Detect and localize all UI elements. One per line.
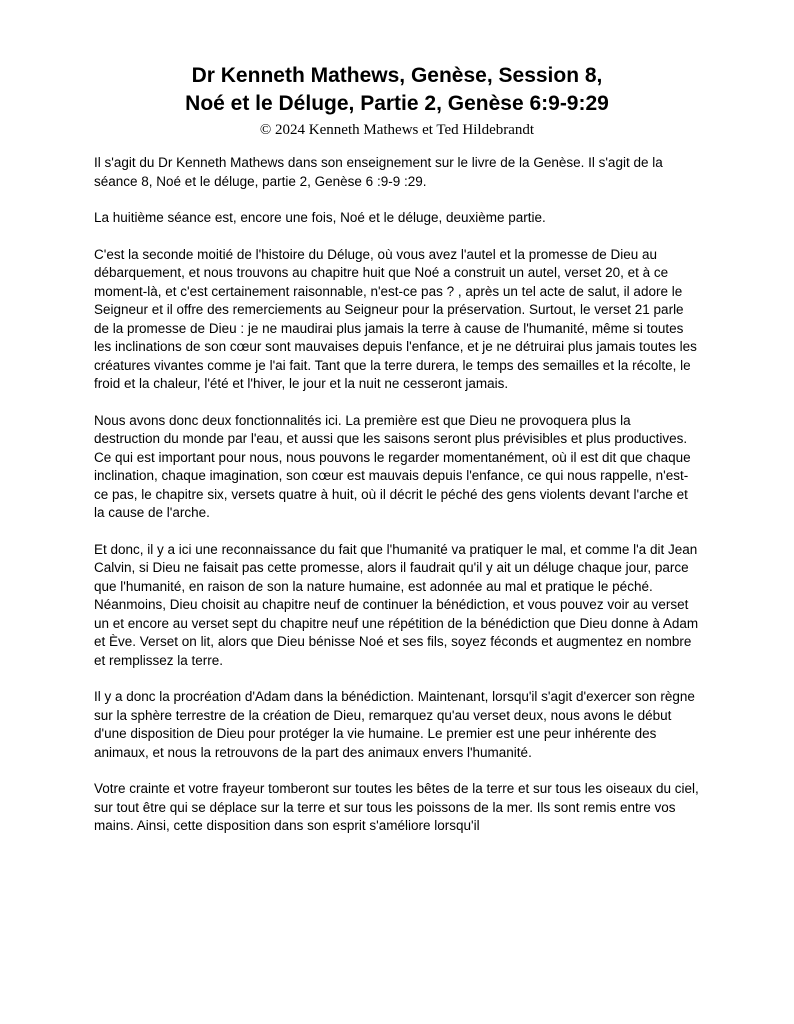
page-title-line2: Noé et le Déluge, Partie 2, Genèse 6:9-9:29: [185, 92, 609, 115]
paragraph: C'est la seconde moitié de l'histoire du Déluge, où vous avez l'autel et la promesse de Dieu au débarquement, et nous trouvons au chapitre huit que Noé a construit un autel, verset 20, et à ce moment-là, et c'est certainement raisonnable, n'est-ce pas ? , après un tel acte de salut, il adore le Seigneur et il offre des remerciements au Seigneur pour la préservation. Surtout, le verset 21 parle de la promesse de Dieu : je ne maudirai plus jamais la terre à cause de l'humanité, même si toutes les inclinations de son cœur sont mauvaises depuis l'enfance, et je ne détruirai plus jamais toutes les créatures vivantes comme je l'ai fait. Tant que la terre durera, le temps des semailles et la récolte, le froid et la chaleur, l'été et l'hiver, le jour et la nuit ne cesseront jamais.: [94, 246, 697, 391]
paragraph: Il s'agit du Dr Kenneth Mathews dans son enseignement sur le livre de la Genèse. Il s'agit de la séance 8, Noé et le déluge, partie 2, Genèse 6 :9-9 :29.: [94, 155, 663, 189]
paragraph: Et donc, il y a ici une reconnaissance du fait que l'humanité va pratiquer le mal, et comme l'a dit Jean Calvin, si Dieu ne faisait pas cette promesse, alors il faudrait qu'il y ait un déluge chaque jour, parce que l'humanité, en raison de son la nature humaine, est adonnée au mal et pratique le péché. Néanmoins, Dieu choisit au chapitre neuf de continuer la bénédiction, et vous pouvez voir au verset un et encore au verset sept du chapitre neuf une répétition de la bénédiction que Dieu donne à Adam et Ève. Verset on lit, alors que Dieu bénisse Noé et ses fils, soyez féconds et augmentez en nombre et remplissez la terre.: [94, 541, 699, 668]
paragraph: Nous avons donc deux fonctionnalités ici. La première est que Dieu ne provoquera plus la destruction du monde par l'eau, et aussi que les saisons seront plus prévisibles et plus productives. Ce qui est important pour nous, nous pouvons le regarder momentanément, où il est dit que chaque inclination, chaque imagination, son cœur est mauvais depuis l'enfance, ce qui nous rappelle, n'est-ce pas, le chapitre six, versets quatre à huit, où il décrit le péché des gens violents devant l'arche et la cause de l'arche.: [94, 412, 691, 520]
page-title-line1: Dr Kenneth Mathews, Genèse, Session 8,: [191, 64, 603, 87]
paragraph: Il y a donc la procréation d'Adam dans la bénédiction. Maintenant, lorsqu'il s'agit d'exercer son règne sur la sphère terrestre de la création de Dieu, remarquez qu'au verset deux, nous avons le début d'une disposition de Dieu pour protéger la vie humaine. Le premier est une peur inhérente des animaux, et nous la retrouvons de la part des animaux envers l'humanité.: [94, 689, 695, 760]
paragraph: Votre crainte et votre frayeur tomberont sur toutes les bêtes de la terre et sur tous les oiseaux du ciel, sur tout être qui se déplace sur la terre et sur tous les poissons de la mer. Ils sont remis entre vos mains. Ainsi, cette disposition dans son esprit s'améliore lorsqu'il: [94, 781, 699, 833]
paragraph: La huitième séance est, encore une fois, Noé et le déluge, deuxième partie.: [94, 210, 546, 225]
page-title: [94, 62, 700, 118]
document-body: [94, 154, 700, 836]
copyright-line: © 2024 Kenneth Mathews et Ted Hildebrandt: [259, 122, 535, 138]
